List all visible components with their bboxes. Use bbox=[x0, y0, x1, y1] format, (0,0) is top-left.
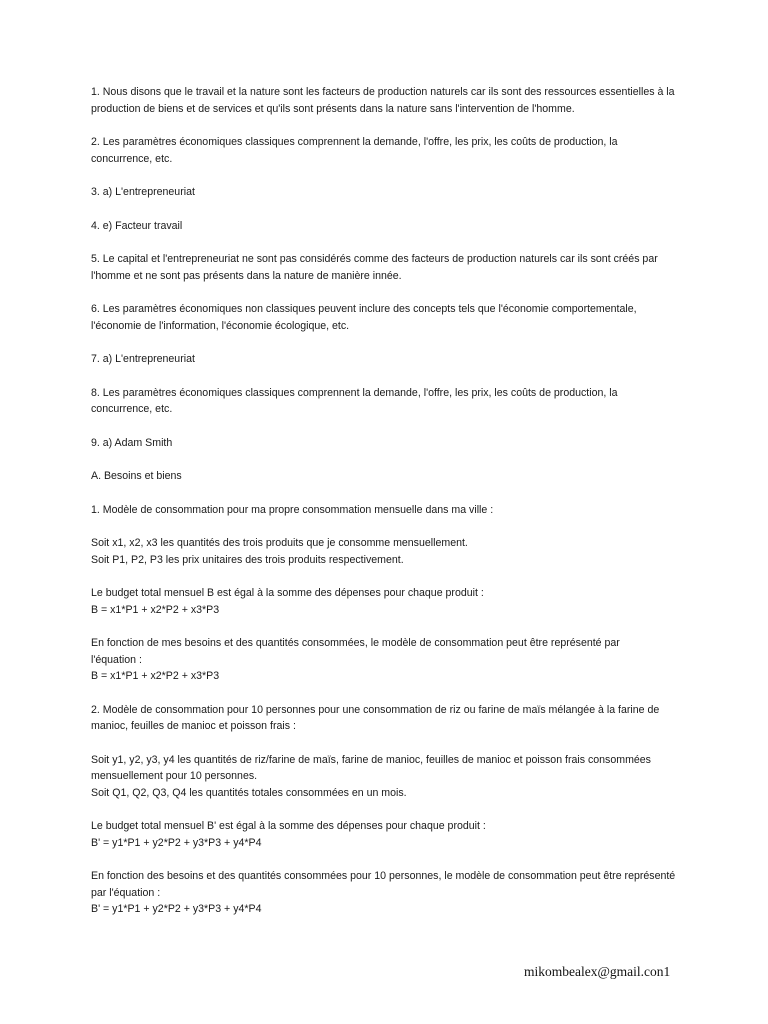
text-line: Le budget total mensuel B' est égal à la somme des dépenses pour chaque produit : bbox=[91, 820, 486, 832]
paragraph bbox=[91, 868, 681, 918]
paragraph bbox=[91, 535, 681, 568]
paragraph bbox=[91, 301, 681, 334]
paragraph bbox=[91, 251, 681, 284]
text-line: En fonction de mes besoins et des quantités consommées, le modèle de consommation peut être représenté par bbox=[91, 637, 620, 649]
footer-email: mikombealex@gmail.con1 bbox=[524, 964, 671, 979]
text-line: production de biens et de services et qu'ils sont présents dans la nature sans l'intervention de l'homme. bbox=[91, 102, 575, 115]
paragraph bbox=[91, 585, 681, 618]
text-line: 3. a) L'entrepreneuriat bbox=[91, 186, 195, 198]
text-line: concurrence, etc. bbox=[91, 403, 173, 415]
paragraph bbox=[91, 818, 681, 851]
paragraph bbox=[91, 134, 681, 167]
text-line: l'équation : bbox=[91, 653, 142, 666]
paragraph bbox=[91, 502, 681, 519]
text-line: A. Besoins et biens bbox=[91, 470, 182, 482]
text-line: 1. Nous disons que le travail et la nature sont les facteurs de production naturels car ils sont des ressources essentielles à la bbox=[91, 86, 675, 98]
text-line: l'économie de l'information, l'économie écologique, etc. bbox=[91, 319, 350, 332]
document-body bbox=[91, 84, 681, 935]
paragraph bbox=[91, 435, 681, 452]
text-line: Soit P1, P2, P3 les prix unitaires des trois produits respectivement. bbox=[91, 553, 404, 566]
text-line: mensuellement pour 10 personnes. bbox=[91, 770, 258, 782]
text-line: 9. a) Adam Smith bbox=[91, 436, 173, 449]
paragraph bbox=[91, 84, 681, 117]
text-line: Soit y1, y2, y3, y4 les quantités de riz/farine de maïs, farine de manioc, feuilles de manioc et poisson frais consommées bbox=[91, 753, 651, 766]
text-line: l'homme et ne sont pas présents dans la nature de manière innée. bbox=[91, 269, 402, 282]
text-line: 2. Les paramètres économiques classiques comprennent la demande, l'offre, les prix, les coûts de production, la bbox=[91, 136, 618, 148]
paragraph bbox=[91, 752, 681, 802]
text-line: 4. e) Facteur travail bbox=[91, 219, 183, 232]
text-line: 1. Modèle de consommation pour ma propre consommation mensuelle dans ma ville : bbox=[91, 503, 494, 516]
text-line: 5. Le capital et l'entrepreneuriat ne sont pas considérés comme des facteurs de production naturels car ils sont créés par bbox=[91, 253, 658, 265]
text-line: manioc, feuilles de manioc et poisson frais : bbox=[91, 720, 296, 732]
paragraph bbox=[91, 351, 681, 368]
text-line: 6. Les paramètres économiques non classiques peuvent inclure des concepts tels que l'économie comportementale, bbox=[91, 303, 637, 315]
text-line: Soit x1, x2, x3 les quantités des trois produits que je consomme mensuellement. bbox=[91, 537, 468, 549]
text-line: Le budget total mensuel B est égal à la somme des dépenses pour chaque produit : bbox=[91, 587, 484, 599]
text-line: 8. Les paramètres économiques classiques comprennent la demande, l'offre, les prix, les coûts de production, la bbox=[91, 386, 618, 399]
paragraph bbox=[91, 468, 681, 485]
text-line: par l'équation : bbox=[91, 886, 161, 899]
text-line: Soit Q1, Q2, Q3, Q4 les quantités totales consommées en un mois. bbox=[91, 786, 407, 799]
text-line: B' = y1*P1 + y2*P2 + y3*P3 + y4*P4 bbox=[91, 836, 262, 849]
text-line: B' = y1*P1 + y2*P2 + y3*P3 + y4*P4 bbox=[91, 903, 262, 915]
paragraph bbox=[91, 184, 681, 201]
paragraph bbox=[91, 385, 681, 418]
paragraph bbox=[91, 702, 681, 735]
text-line: B = x1*P1 + x2*P2 + x3*P3 bbox=[91, 603, 220, 616]
text-line: B = x1*P1 + x2*P2 + x3*P3 bbox=[91, 670, 220, 682]
text-line: 2. Modèle de consommation pour 10 personnes pour une consommation de riz ou farine de maïs mélangée à la farine de bbox=[91, 703, 660, 716]
paragraph bbox=[91, 218, 681, 235]
paragraph bbox=[91, 635, 681, 685]
text-line: 7. a) L'entrepreneuriat bbox=[91, 353, 195, 365]
text-line: En fonction des besoins et des quantités consommées pour 10 personnes, le modèle de consommation peut être représenté bbox=[91, 870, 676, 882]
text-line: concurrence, etc. bbox=[91, 152, 173, 165]
